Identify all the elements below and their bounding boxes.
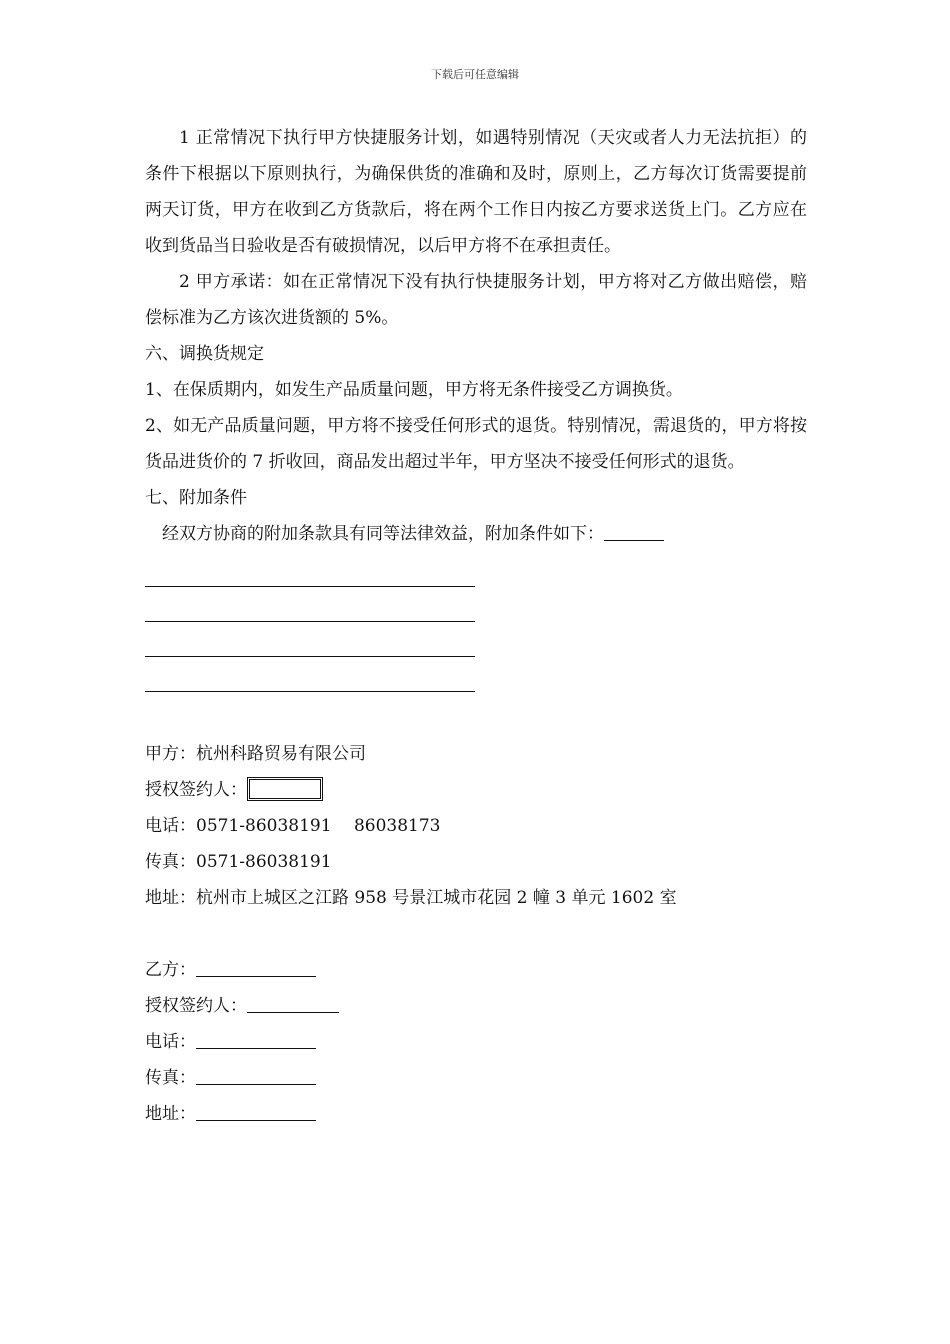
party-a-fax: 传真：0571-86038191 <box>145 852 332 872</box>
party-a-address: 地址：杭州市上城区之江路 958 号景江城市花园 2 幢 3 单元 1602 室 <box>145 888 677 908</box>
party-b-phone-blank <box>196 1030 316 1049</box>
party-b-name <box>145 952 807 988</box>
additional-blank <box>604 522 664 541</box>
party-b-name-blank <box>196 958 316 977</box>
party-b-phone-label: 电话： <box>145 1032 196 1052</box>
party-b-name-label: 乙方： <box>145 960 196 980</box>
clause-exchange-2: 2、如无产品质量问题，甲方将不接受任何形式的退货。特别情况，需退货的，甲方将按货品进货价的 7 折收回，商品发出超过半年，甲方坚决不接受任何形式的退货。 <box>145 416 807 472</box>
additional-blank-line <box>145 587 475 622</box>
additional-text: 经双方协商的附加条款具有同等法律效益，附加条件如下： <box>162 524 604 544</box>
additional-blank-line <box>145 552 475 587</box>
party-b-address <box>145 1096 807 1132</box>
additional-blank-line <box>145 622 475 657</box>
party-b-fax <box>145 1060 807 1096</box>
clause-compensation: 2 甲方承诺：如在正常情况下没有执行快捷服务计划，甲方将对乙方做出赔偿，赔偿标准为乙方该次进货额的 5%。 <box>145 272 807 328</box>
party-b-signer <box>145 988 807 1024</box>
party-b-signer-label: 授权签约人： <box>145 996 247 1016</box>
party-b-fax-blank <box>196 1066 316 1085</box>
party-b-phone <box>145 1024 807 1060</box>
clause-exchange-1: 1、在保质期内，如发生产品质量问题，甲方将无条件接受乙方调换货。 <box>145 380 683 400</box>
spacer <box>145 692 807 736</box>
page-header: 下载后可任意编辑 <box>431 68 519 81</box>
document-body <box>145 120 807 1132</box>
clause-delivery: 1 正常情况下执行甲方快捷服务计划，如遇特别情况（天灾或者人力无法抗拒）的条件下根据以下原则执行，为确保供货的准确和及时，原则上，乙方每次订货需要提前两天订货，甲方在收到乙方货款后，将在两个工作日内按乙方要求送货上门。乙方应在收到货品当日验收是否有破损情况，以后甲方将不在承担责任。 <box>145 128 807 256</box>
party-a-signer <box>145 772 807 808</box>
party-a-signature-box <box>249 779 321 799</box>
additional-blank-line <box>145 657 475 692</box>
party-b-fax-label: 传真： <box>145 1068 196 1088</box>
party-a-phone: 电话：0571-86038191 86038173 <box>145 816 441 836</box>
spacer <box>145 916 807 952</box>
party-b-address-blank <box>196 1102 316 1121</box>
party-a-name: 甲方：杭州科路贸易有限公司 <box>145 744 366 764</box>
section-title-additional: 七、附加条件 <box>145 488 247 508</box>
clause-additional <box>145 516 807 552</box>
section-title-exchange: 六、调换货规定 <box>145 344 264 364</box>
party-b-signer-blank <box>247 994 339 1013</box>
party-b-address-label: 地址： <box>145 1104 196 1124</box>
party-a-signer-label: 授权签约人： <box>145 780 247 800</box>
